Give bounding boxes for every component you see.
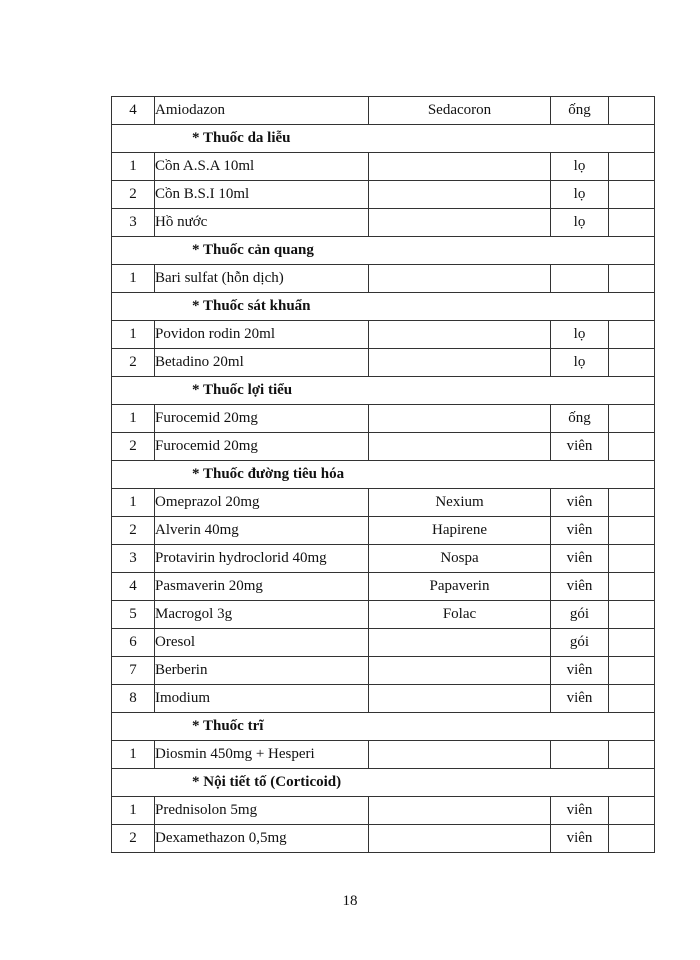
row-number: 3 <box>112 545 155 573</box>
empty-cell <box>609 657 655 685</box>
section-title: * Thuốc đường tiêu hóa <box>112 461 655 489</box>
table-row <box>112 349 655 377</box>
brand-name <box>369 209 551 237</box>
section-row <box>112 293 655 321</box>
brand-name <box>369 349 551 377</box>
drug-name: Diosmin 450mg + Hesperi <box>155 741 369 769</box>
drug-name: Imodium <box>155 685 369 713</box>
empty-cell <box>609 573 655 601</box>
row-number: 7 <box>112 657 155 685</box>
table-row <box>112 573 655 601</box>
brand-name <box>369 405 551 433</box>
row-number: 1 <box>112 265 155 293</box>
section-row <box>112 377 655 405</box>
row-number: 4 <box>112 573 155 601</box>
brand-name: Sedacoron <box>369 97 551 125</box>
table-row <box>112 685 655 713</box>
unit: viên <box>551 825 609 853</box>
brand-name <box>369 797 551 825</box>
table-row <box>112 405 655 433</box>
brand-name <box>369 265 551 293</box>
empty-cell <box>609 209 655 237</box>
row-number: 1 <box>112 797 155 825</box>
drug-name: Cồn B.S.I 10ml <box>155 181 369 209</box>
empty-cell <box>609 629 655 657</box>
row-number: 2 <box>112 181 155 209</box>
empty-cell <box>609 797 655 825</box>
unit: ống <box>551 405 609 433</box>
section-title: * Thuốc sát khuẩn <box>112 293 655 321</box>
section-row <box>112 713 655 741</box>
unit: viên <box>551 489 609 517</box>
empty-cell <box>609 489 655 517</box>
unit <box>551 741 609 769</box>
unit: lọ <box>551 209 609 237</box>
drug-table <box>111 96 655 853</box>
section-title: * Thuốc trĩ <box>112 713 655 741</box>
section-title: * Thuốc lợi tiểu <box>112 377 655 405</box>
brand-name <box>369 153 551 181</box>
unit <box>551 265 609 293</box>
table-row <box>112 321 655 349</box>
table-row <box>112 517 655 545</box>
row-number: 1 <box>112 741 155 769</box>
empty-cell <box>609 321 655 349</box>
empty-cell <box>609 545 655 573</box>
unit: lọ <box>551 181 609 209</box>
row-number: 2 <box>112 433 155 461</box>
unit: gói <box>551 629 609 657</box>
table-row <box>112 825 655 853</box>
unit: viên <box>551 797 609 825</box>
unit: viên <box>551 433 609 461</box>
table-row <box>112 209 655 237</box>
unit: lọ <box>551 153 609 181</box>
empty-cell <box>609 181 655 209</box>
table-row <box>112 741 655 769</box>
drug-name: Omeprazol 20mg <box>155 489 369 517</box>
empty-cell <box>609 97 655 125</box>
drug-name: Protavirin hydroclorid 40mg <box>155 545 369 573</box>
brand-name <box>369 657 551 685</box>
drug-name: Furocemid 20mg <box>155 433 369 461</box>
unit: lọ <box>551 349 609 377</box>
row-number: 1 <box>112 321 155 349</box>
table-row <box>112 181 655 209</box>
page-number: 18 <box>342 893 358 909</box>
row-number: 4 <box>112 97 155 125</box>
unit: gói <box>551 601 609 629</box>
row-number: 2 <box>112 517 155 545</box>
empty-cell <box>609 825 655 853</box>
brand-name <box>369 685 551 713</box>
drug-name: Berberin <box>155 657 369 685</box>
brand-name <box>369 181 551 209</box>
table-row <box>112 489 655 517</box>
brand-name <box>369 825 551 853</box>
brand-name: Folac <box>369 601 551 629</box>
brand-name: Nexium <box>369 489 551 517</box>
empty-cell <box>609 517 655 545</box>
drug-name: Amiodazon <box>155 97 369 125</box>
brand-name <box>369 741 551 769</box>
table-row <box>112 433 655 461</box>
drug-name: Povidon rodin 20ml <box>155 321 369 349</box>
brand-name: Nospa <box>369 545 551 573</box>
section-title: * Nội tiết tố (Corticoid) <box>112 769 655 797</box>
drug-name: Pasmaverin 20mg <box>155 573 369 601</box>
row-number: 8 <box>112 685 155 713</box>
table-row <box>112 545 655 573</box>
unit: viên <box>551 657 609 685</box>
table-row <box>112 797 655 825</box>
unit: ống <box>551 97 609 125</box>
unit: viên <box>551 545 609 573</box>
brand-name: Papaverin <box>369 573 551 601</box>
drug-name: Hồ nước <box>155 209 369 237</box>
brand-name <box>369 433 551 461</box>
row-number: 6 <box>112 629 155 657</box>
section-row <box>112 237 655 265</box>
drug-name: Prednisolon 5mg <box>155 797 369 825</box>
row-number: 1 <box>112 153 155 181</box>
section-row <box>112 769 655 797</box>
section-title: * Thuốc da liễu <box>112 125 655 153</box>
table-row <box>112 265 655 293</box>
unit: viên <box>551 573 609 601</box>
drug-name: Oresol <box>155 629 369 657</box>
empty-cell <box>609 349 655 377</box>
empty-cell <box>609 265 655 293</box>
row-number: 3 <box>112 209 155 237</box>
drug-name: Bari sulfat (hỗn dịch) <box>155 265 369 293</box>
drug-name: Furocemid 20mg <box>155 405 369 433</box>
brand-name <box>369 629 551 657</box>
drug-name: Cồn A.S.A 10ml <box>155 153 369 181</box>
empty-cell <box>609 601 655 629</box>
table-row <box>112 601 655 629</box>
table-row <box>112 629 655 657</box>
table-row <box>112 657 655 685</box>
table-row <box>112 97 655 125</box>
drug-name: Dexamethazon 0,5mg <box>155 825 369 853</box>
row-number: 1 <box>112 489 155 517</box>
row-number: 2 <box>112 349 155 377</box>
row-number: 2 <box>112 825 155 853</box>
empty-cell <box>609 153 655 181</box>
drug-name: Macrogol 3g <box>155 601 369 629</box>
unit: viên <box>551 685 609 713</box>
empty-cell <box>609 433 655 461</box>
table-row <box>112 153 655 181</box>
row-number: 1 <box>112 405 155 433</box>
empty-cell <box>609 405 655 433</box>
brand-name <box>369 321 551 349</box>
unit: lọ <box>551 321 609 349</box>
section-row <box>112 461 655 489</box>
row-number: 5 <box>112 601 155 629</box>
brand-name: Hapirene <box>369 517 551 545</box>
section-title: * Thuốc cản quang <box>112 237 655 265</box>
empty-cell <box>609 685 655 713</box>
drug-name: Betadino 20ml <box>155 349 369 377</box>
section-row <box>112 125 655 153</box>
unit: viên <box>551 517 609 545</box>
drug-name: Alverin 40mg <box>155 517 369 545</box>
empty-cell <box>609 741 655 769</box>
